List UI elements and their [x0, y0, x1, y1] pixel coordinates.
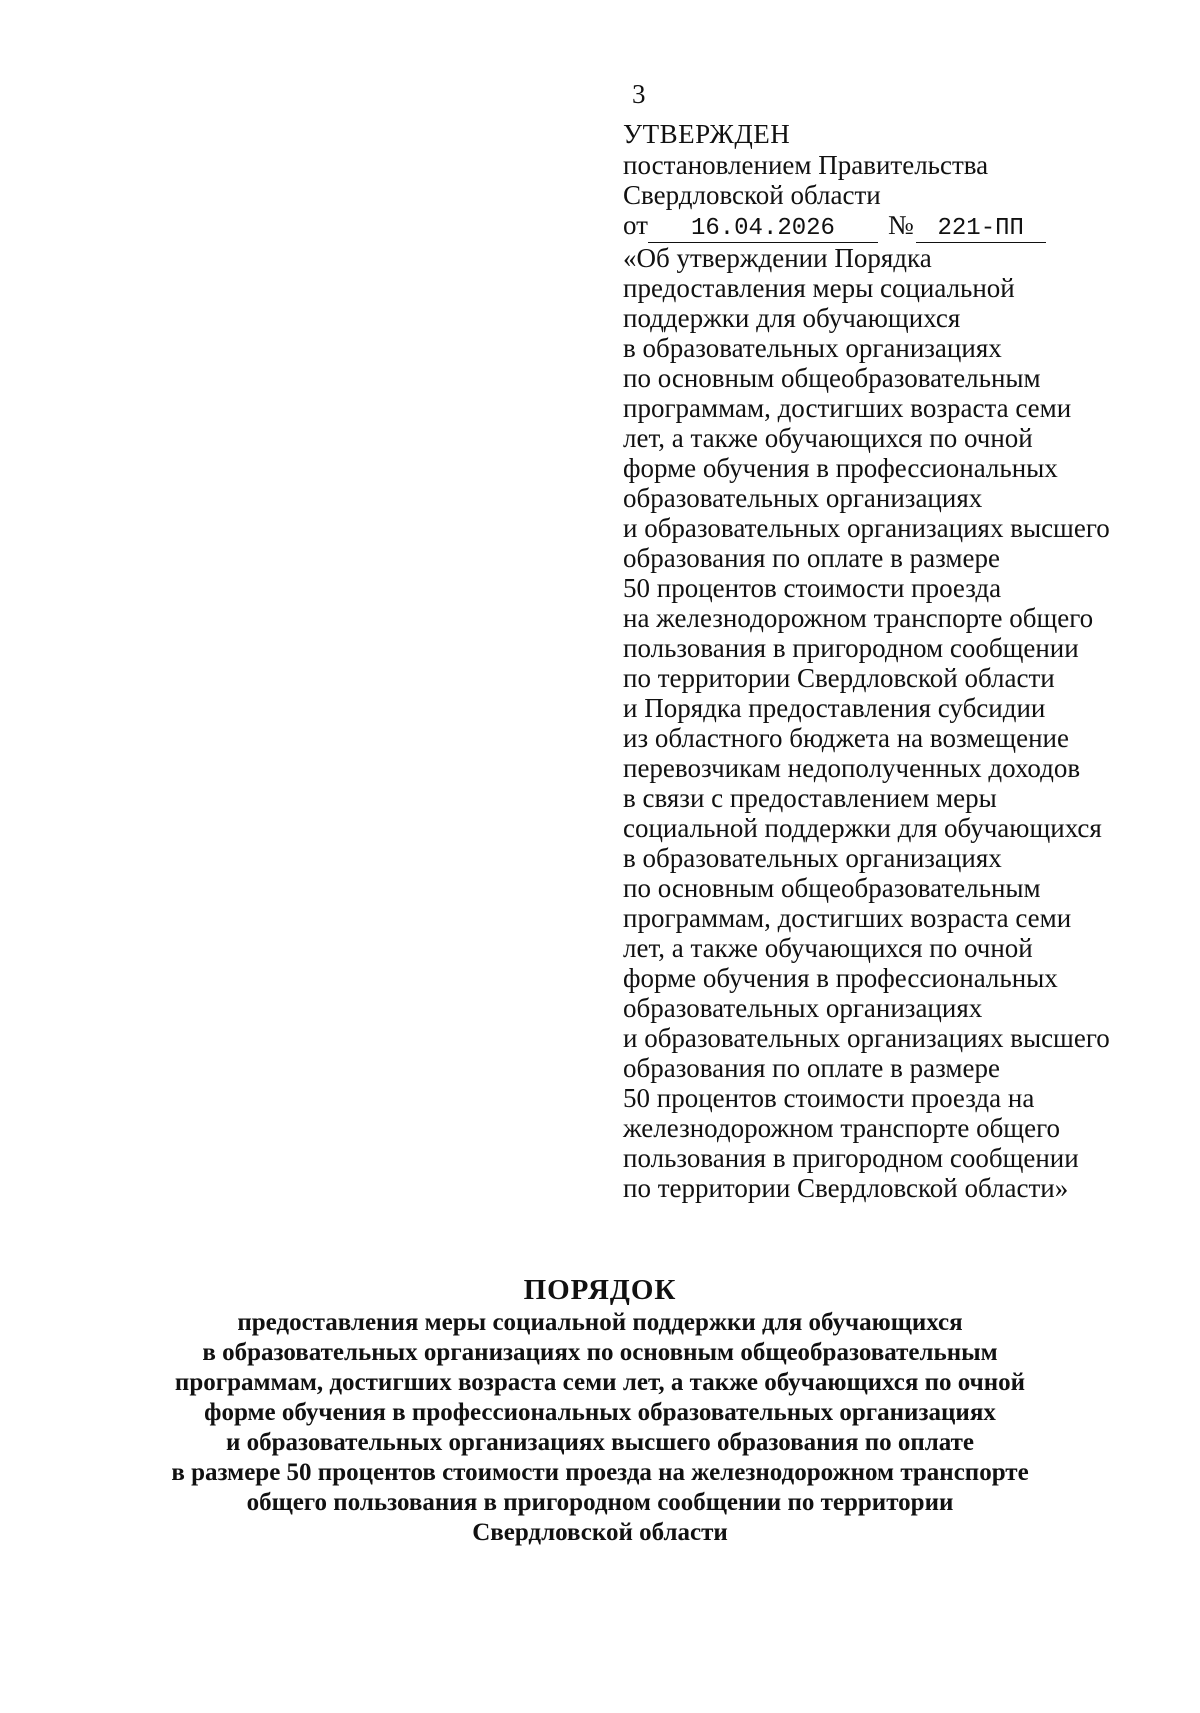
approval-title-line: и образовательных организациях высшего [623, 1023, 1110, 1053]
approval-title-line: лет, а также обучающихся по очной [623, 933, 1033, 963]
approval-heading: УТВЕРЖДЕН [623, 119, 791, 149]
approval-date: 16.04.2026 [648, 216, 878, 243]
approval-title-line: образовательных организациях [623, 483, 983, 513]
approval-title-line: программам, достигших возраста семи [623, 393, 1072, 423]
approval-title-line: программам, достигших возраста семи [623, 903, 1072, 933]
approval-title-line: в образовательных организациях [623, 333, 1002, 363]
approval-title-line: по основным общеобразовательным [623, 363, 1041, 393]
approval-line: постановлением Правительства [623, 150, 989, 180]
document-subtitle-line: форме обучения в профессиональных образовательных организациях [204, 1399, 996, 1426]
approval-number: 221-ПП [916, 216, 1046, 243]
approval-title-line: и Порядка предоставления субсидии [623, 693, 1046, 723]
approval-title-line: по основным общеобразовательным [623, 873, 1041, 903]
approval-title-line: 50 процентов стоимости проезда [623, 573, 1002, 603]
document-subtitle-line: и образовательных организациях высшего образования по оплате [225, 1429, 975, 1456]
page-number: 3 [632, 79, 646, 109]
document-subtitle-line: Свердловской области [472, 1519, 728, 1546]
approval-title-line: образования по оплате в размере [623, 1053, 1000, 1083]
approval-title-line: лет, а также обучающихся по очной [623, 423, 1033, 453]
approval-title-line: поддержки для обучающихся [623, 303, 961, 333]
approval-title-line: перевозчикам недополученных доходов [623, 753, 1081, 783]
approval-title-line: и образовательных организациях высшего [623, 513, 1110, 543]
approval-title-line: по территории Свердловской области» [623, 1173, 1069, 1203]
approval-title-line: образования по оплате в размере [623, 543, 1000, 573]
document-subtitle-line: в размере 50 процентов стоимости проезда на железнодорожном транспорте [171, 1459, 1029, 1486]
approval-document-title [623, 243, 1183, 1203]
approval-title-line: в образовательных организациях [623, 843, 1002, 873]
number-sign: № [887, 210, 914, 240]
document-subtitle [0, 1308, 1200, 1548]
approval-title-line: форме обучения в профессиональных [623, 963, 1058, 993]
document-subtitle-line: в образовательных организациях по основным общеобразовательным [202, 1339, 998, 1366]
document-subtitle-line: предоставления меры социальной поддержки для обучающихся [237, 1309, 963, 1336]
approval-stamp-block [623, 118, 1183, 1203]
date-prefix: от [623, 210, 648, 240]
approval-line: Свердловской области [623, 180, 881, 210]
document-title: ПОРЯДОК [523, 1274, 677, 1306]
approval-title-line: в связи с предоставлением меры [623, 783, 997, 813]
approval-title-line: форме обучения в профессиональных [623, 453, 1058, 483]
approval-title-line: из областного бюджета на возмещение [623, 723, 1069, 753]
document-subtitle-line: программам, достигших возраста семи лет, а также обучающихся по очной [174, 1369, 1026, 1396]
approval-date-line [623, 210, 1183, 243]
approval-title-line: образовательных организациях [623, 993, 983, 1023]
approval-title-line: пользования в пригородном сообщении [623, 633, 1079, 663]
approval-title-line: 50 процентов стоимости проезда на [623, 1083, 1035, 1113]
approval-title-line: предоставления меры социальной [623, 273, 1015, 303]
document-title-block [0, 1272, 1200, 1548]
approval-title-line: пользования в пригородном сообщении [623, 1143, 1079, 1173]
approval-title-line: на железнодорожном транспорте общего [623, 603, 1094, 633]
approval-title-line: «Об утверждении Порядка [623, 243, 932, 273]
approval-title-line: социальной поддержки для обучающихся [623, 813, 1102, 843]
approval-title-line: по территории Свердловской области [623, 663, 1055, 693]
document-subtitle-line: общего пользования в пригородном сообщении по территории [246, 1489, 954, 1516]
approval-title-line: железнодорожном транспорте общего [623, 1113, 1060, 1143]
